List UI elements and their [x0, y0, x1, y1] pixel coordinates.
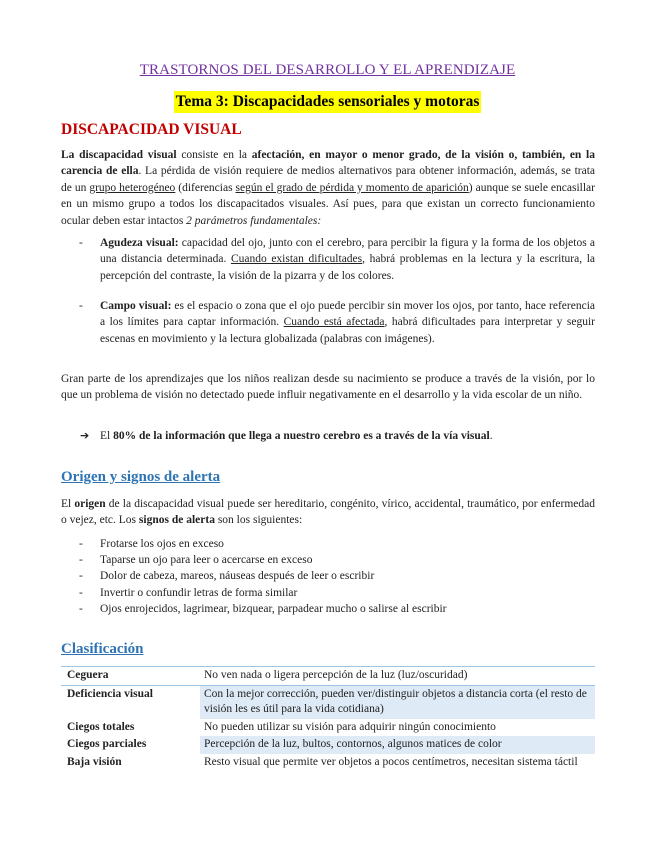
- table-cell-term: Ciegos parciales: [67, 738, 147, 750]
- section-heading-visual-disability: DISCAPACIDAD VISUAL: [61, 121, 242, 138]
- intro-text: . La pérdida de visión requiere de medios alternativos para obtener información, además, se trata de un: [61, 165, 595, 194]
- origin-text: de la discapacidad visual puede ser hereditario, congénito, vírico, accidental, traumático, por enfermedad o vejez, etc. Los: [61, 498, 595, 527]
- topic-subtitle: Tema 3: Discapacidades sensoriales y motoras: [174, 91, 482, 113]
- param-text: es el espacio o zona que el ojo puede percibir sin mover los ojos, por tanto, hace referencia a los límites para captar información.: [100, 300, 595, 329]
- origin-paragraph: [61, 496, 595, 529]
- param-underlined: Cuando está afectada: [283, 316, 385, 329]
- table-row: [61, 685, 595, 719]
- intro-text: consiste en la: [176, 149, 252, 161]
- table-cell-definition: Con la mejor corrección, pueden ver/distinguir objetos a distancia corta (el resto de visión les es útil para la vida cotidiana): [200, 685, 595, 719]
- dash-marker: -: [79, 570, 83, 583]
- param-text: capacidad del ojo, junto con el cerebro, para percibir la figura y la forma de los objetos a una distancia determinada.: [100, 237, 595, 266]
- arrow-note-text: .: [489, 430, 493, 442]
- table-cell-definition: No pueden utilizar su visión para adquirir ningún conocimiento: [204, 720, 496, 733]
- dash-marker: -: [79, 602, 83, 615]
- arrow-note: [80, 428, 493, 444]
- param-term: Campo visual:: [100, 300, 172, 312]
- learning-paragraph: Gran parte de los aprendizajes que los niños realizan desde su nacimiento se produce a través de la visión, por lo que un problema de visión no detectado puede influir negativamente en el desarrollo y la vida escolar de un niño.: [61, 373, 595, 402]
- table-row: [61, 754, 595, 772]
- arrow-note-text: El: [100, 430, 114, 442]
- param-term: Agudeza visual:: [100, 237, 179, 249]
- param-text: , habrá dificultades para interpretar y seguir escenas en movimiento y la lectura globalizada (palabras con imágenes).: [100, 316, 595, 345]
- list-item: [61, 585, 595, 601]
- sign-text: Dolor de cabeza, mareos, náuseas después de leer o escribir: [100, 570, 375, 583]
- origin-bold: signos de alerta: [138, 514, 215, 527]
- dash-marker: -: [79, 538, 83, 550]
- intro-text: (diferencias: [175, 181, 236, 194]
- origin-text: son los siguientes:: [214, 514, 303, 527]
- subtitle-wrapper: [0, 91, 655, 113]
- sign-text: Invertir o confundir letras de forma similar: [100, 586, 298, 599]
- origin-text: El: [61, 498, 75, 510]
- arrow-right-icon: ➔: [80, 429, 90, 442]
- intro-underlined: grupo heterogéneo: [89, 181, 176, 194]
- parameter-list: [61, 298, 595, 347]
- document-title: TRASTORNOS DEL DESARROLLO Y EL APRENDIZAJE: [139, 62, 516, 78]
- dash-marker: -: [79, 554, 83, 567]
- table-row: [61, 736, 595, 754]
- list-item: [61, 536, 595, 552]
- table-cell-term: Deficiencia visual: [61, 685, 200, 719]
- table-cell-definition: No ven nada o ligera percepción de la luz (luz/oscuridad): [200, 667, 595, 686]
- classification-table: [61, 666, 595, 771]
- table-cell-term: Baja visión: [67, 755, 122, 768]
- dash-marker: -: [79, 300, 83, 312]
- list-item-agudeza: [61, 235, 595, 284]
- list-item-campo: [61, 298, 595, 347]
- param-text: , habrá problemas en la lectura y la escritura, la percepción del contraste, la visión de la pizarra y de los colores.: [100, 253, 595, 282]
- intro-underlined: según el grado de pérdida y momento de aparición: [235, 181, 469, 194]
- list-item: [61, 601, 595, 617]
- sign-text: Frotarse los ojos en exceso: [100, 538, 224, 550]
- intro-text: ) aunque se suele encasillar en un mismo grupo a todos los discapacitados visuales. Así pues, para que existan un correcto funcionamiento ocular deben estar intactos: [61, 181, 595, 227]
- table-cell-term: Ceguera: [61, 667, 200, 686]
- list-item: [61, 568, 595, 584]
- alert-signs-list: [61, 536, 595, 617]
- intro-italic: 2 parámetros fundamentales:: [186, 214, 322, 227]
- sign-text: Ojos enrojecidos, lagrimear, bizquear, parpadear mucho o salirse al escribir: [100, 602, 447, 615]
- arrow-note-bold: 80% de la información que llega a nuestro cerebro es a través de la vía visual: [113, 430, 490, 442]
- intro-paragraph: [61, 147, 595, 229]
- dash-marker: -: [79, 586, 83, 599]
- dash-marker: -: [79, 237, 83, 249]
- sign-text: Taparse un ojo para leer o acercarse en exceso: [100, 554, 313, 567]
- intro-term: La discapacidad visual: [61, 149, 177, 161]
- section-heading-classification: Clasificación: [61, 641, 144, 657]
- intro-definition: afectación, en mayor o menor grado, de la visión o, también, en la carencia de ella: [61, 149, 596, 178]
- list-item: [61, 552, 595, 568]
- origin-bold: origen: [74, 498, 106, 510]
- table-cell-definition: Resto visual que permite ver objetos a pocos centímetros, necesitan sistema táctil: [204, 755, 578, 768]
- section-heading-origin: Origen y signos de alerta: [61, 469, 221, 485]
- table-cell-definition: Percepción de la luz, bultos, contornos, algunos matices de color: [200, 736, 595, 754]
- table-row: [61, 667, 595, 686]
- table-row: [61, 719, 595, 737]
- parameter-list: [61, 235, 595, 284]
- param-underlined: Cuando existan dificultades: [230, 253, 363, 266]
- table-cell-term: Ciegos totales: [67, 720, 135, 733]
